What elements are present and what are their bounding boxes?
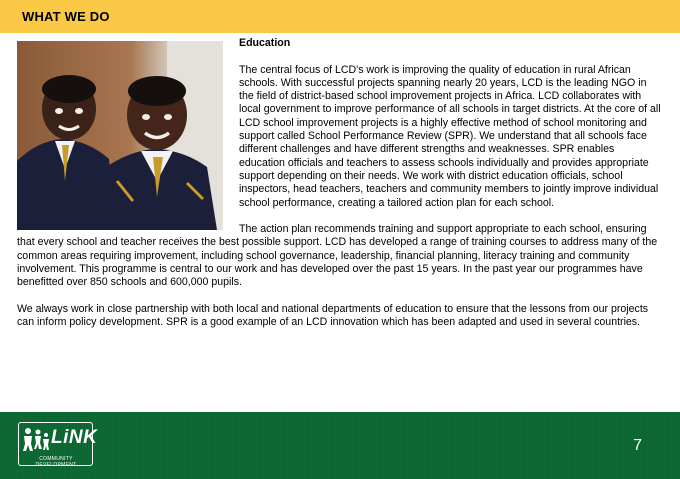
photo-spacer: [17, 37, 239, 235]
education-text-block: [17, 37, 663, 343]
logo-subtitle: COMMUNITY DEVELOPMENT: [35, 456, 77, 468]
paragraph-3: We always work in close partnership with both local and national departments of education to ensure that the lessons from our projects can inform policy development. SPR is a good example of an LCD innovation which has been adapted and used in several countries.: [17, 302, 649, 329]
header-bar: [0, 0, 680, 33]
link-logo: [18, 422, 98, 468]
logo-wordmark: LiNK: [51, 427, 98, 448]
people-icon: [22, 427, 50, 453]
footer-bar: [0, 412, 680, 479]
section-title: WHAT WE DO: [22, 9, 110, 24]
paragraph-2: The action plan recommends training and support appropriate to each school, ensuring that every school and teacher receives the best possible support. LCD has developed a range of training courses to address many of the common areas requiring improvement, including school governance, leadership, financial planning, literacy training and community involvement. This programme is central to our work and has developed over the past 15 years. In the past year our programmes have benefitted over 850 schools and 600,000 pupils.: [17, 223, 658, 289]
paragraph-1: The central focus of LCD's work is improving the quality of education in rural African schools. With successful projects spanning nearly 20 years, LCD is the leading NGO in the field of district-based school improvement projects in Africa. LCD collaborates with local government to improve performance of all schools in target districts. At the core of all LCD school improvement projects is a highly effective method of school monitoring and support called School Performance Review (SPR). We understand that all schools face different challenges and have different strengths and weaknesses. SPR enables education officials and teachers to assess schools individually and provides appropriate support depending on their needs. We work with district education officials, school inspectors, head teachers, teachers and community members to jointly improve individual school performance, creating a tailored action plan for each school.: [239, 63, 661, 209]
section-heading: Education: [239, 37, 291, 49]
page-number: 7: [633, 437, 642, 454]
